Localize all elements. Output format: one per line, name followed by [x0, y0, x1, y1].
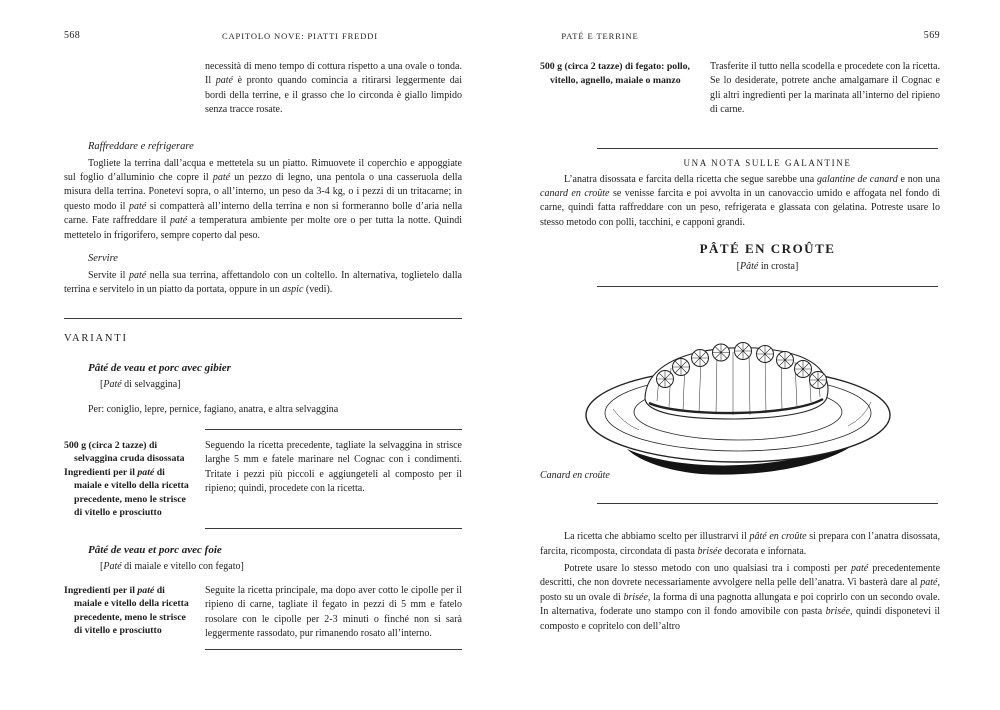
- variant-gibier-for-line: Per: coniglio, lepre, pernice, fagiano, anatra, e altra selvaggina: [88, 403, 339, 415]
- variant-foie-subtitle: [Paté di maiale e vitello con fegato]: [100, 560, 244, 572]
- running-head-left: CAPITOLO NOVE: PIATTI FREDDI: [221, 31, 379, 41]
- liver-recipe: [540, 60, 940, 118]
- variant-gibier-subtitle: [Paté di selvaggina]: [100, 378, 181, 390]
- recipe-title: PÂTÉ EN CROÛTE: [699, 241, 836, 257]
- ingredients-column: [64, 439, 205, 520]
- serving-heading: Servire: [88, 253, 118, 265]
- serving-paragraph: Servite il paté nella sua terrina, affettandolo con un coltello. In alternativa, toglietelo dalla terrina e servitelo in un piatto da portata, oppure in un aspic (vedi).: [64, 270, 462, 296]
- cooling-heading: Raffreddare e refrigerare: [88, 140, 194, 152]
- croute-paragraph-1: La ricetta che abbiamo scelto per illustrarvi il pâté en croûte si prepara con l’anatra disossata, farcita, ricomposta, circondata di pasta brisée decorata e infornata.: [540, 531, 940, 557]
- illustration-figure: [540, 297, 940, 481]
- continued-paragraph: necessità di meno tempo di cottura rispetto a una ovale o tonda. Il paté è pronto quando comincia a ritirarsi leggermente dai bordi della terrine, e il grasso che lo circonda è giallo limpido senza tracce rosate.: [205, 61, 462, 116]
- variant-foie-title: Pâté de veau et porc avec foie: [88, 543, 222, 556]
- instructions-paragraph: Seguendo la ricetta precedente, tagliate la selvaggina in strisce larghe 5 mm e fatele marinare nel Cognac con i condimenti. Tritate i pezzi più piccoli e aggiungeteli al composto per il ripieno; quindi, procedete con la ricetta.: [205, 439, 462, 495]
- page-header-right: [540, 30, 940, 44]
- recipe-rule: [205, 429, 462, 430]
- variant-gibier-title: Pâté de veau et porc avec gibier: [88, 361, 231, 374]
- ingredient-item: Ingredienti per il paté di maiale e vitello della ricetta precedente, meno le strisce di vitello e prosciutto: [64, 466, 189, 519]
- section-rule: [64, 318, 462, 319]
- croute-paragraph-2: Potrete usare lo stesso metodo con uno qualsiasi tra i composti per paté precedentemente descritti, che non dovrete necessariamente avvolgere nella pelle dell’anatra. Vi basterà dare al paté, posto su un ovale di brisée, la forma di una pagnotta allungata e poi coprirlo con un secondo ovale. In alternativa, foderate uno stampo con il fondo amovibile con pasta brisée, quindi disponetevi il composto e copritelo con dell’altro: [540, 563, 941, 632]
- variant-foie-recipe: [64, 584, 462, 642]
- section-rule: [597, 148, 938, 149]
- recipe-subtitle: [Pâté in crosta]: [736, 261, 799, 273]
- instructions-column: [205, 439, 462, 520]
- recipe-rule: [205, 649, 462, 650]
- cooling-paragraph: Togliete la terrina dall’acqua e mettetela su un piatto. Rimuovete il coperchio e appoggiate sul foglio d’alluminio che copre il paté un pezzo di legno, una pentola o una casseruola della misura della terrina. Ponetevi sopra, o all’interno, un peso da 3-4 kg, o i pezzi di un tritacarne; in questo modo il paté si compatterà all’interno della terrina e non si formeranno bolle d’aria nella carne. Fate raffreddare il paté a temperatura ambiente per molte ore o per tutta la notte. Quindi mettetelo in frigorifero, sempre coperto dal peso.: [64, 157, 463, 241]
- section-rule: [597, 503, 938, 504]
- folio-left: 568: [64, 30, 81, 41]
- pate-en-croute-illustration: [575, 297, 905, 482]
- recipe-rule: [205, 528, 462, 529]
- galantine-note-heading: UNA NOTA SULLE GALANTINE: [683, 157, 852, 168]
- ingredient-item: 500 g (circa 2 tazze) di fegato: pollo, vitello, agnello, maiale o manzo: [540, 61, 690, 86]
- ingredient-item: 500 g (circa 2 tazze) di selvaggina cruda disossata: [64, 439, 185, 465]
- section-rule: [597, 286, 938, 287]
- illustration-caption: Canard en croûte: [540, 470, 610, 482]
- page-569: [500, 0, 1000, 710]
- page-header-left: [64, 30, 462, 44]
- ingredients-column: [64, 584, 205, 642]
- variant-gibier-recipe: [64, 439, 462, 520]
- instructions-paragraph: Seguite la ricetta principale, ma dopo aver cotto le cipolle per il ripieno di carne, tagliate il fegato in pezzi di 5 mm e fatelo rosolare con le cipolle per 2-3 minuti o finché non si sarà leggermente rassodato, pur rimanendo rosato all’interno.: [205, 584, 462, 640]
- folio-right: 569: [923, 30, 940, 41]
- galantine-note-paragraph: L’anatra disossata e farcita della ricetta che segue sarebbe una galantine de canard e non una canard en croûte se venisse farcita e poi avvolta in un canovaccio umido e affogata nel fondo di carne, quindi fatta raffreddare con un peso, refrigerata e glassata con gelatina. Potreste usare lo stesso metodo con polli, tacchini, e capponi grandi.: [540, 173, 941, 228]
- instructions-column: [710, 60, 940, 118]
- ingredient-item: Ingredienti per il paté di maiale e vitello della ricetta precedente, meno le strisce di vitello e prosciutto: [64, 584, 189, 637]
- running-head-right: PATÉ E TERRINE: [561, 31, 639, 41]
- variants-heading: VARIANTI: [64, 332, 128, 344]
- instructions-paragraph: Trasferite il tutto nella scodella e procedete con la ricetta. Se lo desiderate, potrete anche amalgamare il Cognac e gli altri ingredienti per la marinata all’interno del ripieno di carne.: [710, 61, 940, 116]
- ingredients-column: [540, 60, 710, 118]
- instructions-column: [205, 584, 462, 642]
